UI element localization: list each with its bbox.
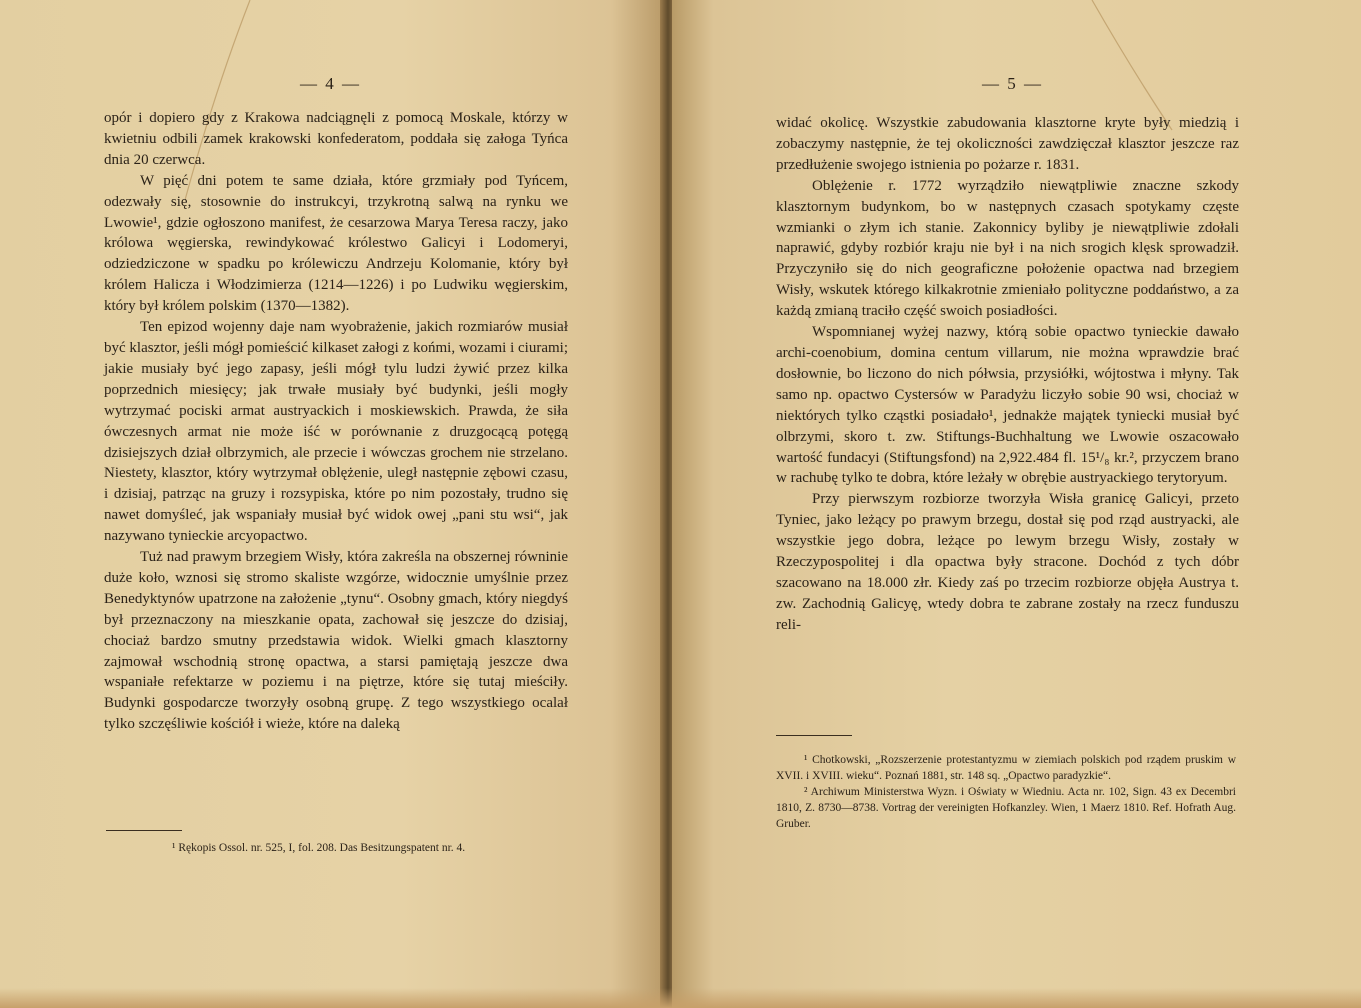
footnotes bbox=[776, 752, 1236, 832]
body-text bbox=[104, 108, 568, 735]
page-number: — 4 — bbox=[300, 74, 361, 93]
paragraph: Oblężenie r. 1772 wyrządziło niewątpliwie znaczne szkody klasztornym budynkom, bo w następnych czasach spotykamy częste wzmianki o złym ich stanie. Zakonnicy byliby je niewątpliwie zdołali naprawić, gdyby rozbiór kraju nie był i na nich srogich klęsk sprowadził. Przyczyniło się do nich geograficzne położenie opactwa nad brzegiem Wisły, wskutek którego kilkakrotnie zmieniało polityczne poddaństwo, a za każdą zmianą traciło część swoich posiadłości. bbox=[776, 177, 1239, 320]
body-text bbox=[776, 113, 1239, 636]
left-page bbox=[0, 0, 664, 1008]
paragraph: Ten epizod wojenny daje nam wyobrażenie, jakich rozmiarów musiał być klasztor, jeśli mógł pomieścić kilkaset załogi z końmi, wozami i ciurami; jakie musiały być jego zapasy, jeśli mógł tylu ludzi żywić przez kilka poprzednich miesięcy; jak trwałe musiały być budynki, jeśli mogły wytrzymać pociski armat austryackich i moskiewskich. Prawda, że siła ówczesnych armat nie może iść w porównanie z druzgocącą potęgą dzisiejszych dział olbrzymich, ale przecie i wówczas grochem nie strzelano. Niestety, klasztor, który wytrzymał oblężenie, uległ następnie zębowi czasu, i dzisiaj, patrząc na gruzy i rozsypiska, które po nim pozostały, trudno się nawet domyśleć, jak wspaniały musiał być widok owej „pani stu wsi“, jak nazywano tynieckie arcyopactwo. bbox=[104, 319, 568, 545]
paragraph: widać okolicę. Wszystkie zabudowania klasztorne kryte były miedzią i zobaczymy następnie, że tej okoliczności zawdzięczał klasztor jeszcze raz przedłużenie swojego istnienia po pożarze r. 1831. bbox=[776, 115, 1239, 173]
footnote: ¹ Rękopis Ossol. nr. 525, I, fol. 208. Das Besitzungspatent nr. 4. bbox=[172, 842, 466, 854]
page-number: — 5 — bbox=[982, 74, 1043, 93]
footnote-divider bbox=[776, 735, 852, 736]
paragraph: Przy pierwszym rozbiorze tworzyła Wisła granicę Galicyi, przeto Tyniec, jako leżący po prawym brzegu, dostał się pod rząd austryacki, ale wszystkie jego dobra, leżące po lewym brzegu Wisły, zostały w Rzeczypospolitej i dla opactwa były stracone. Dochód z tych dóbr szacowano na 18.000 złr. Kiedy zaś po trzecim rozbiorze objęła Austrya t. zw. Zachodnią Galicyę, wtedy dobra te zabrane zostały na rzecz funduszu reli- bbox=[776, 491, 1239, 633]
page-bottom-edge bbox=[0, 988, 1361, 1008]
paragraph: Tuż nad prawym brzegiem Wisły, która zakreśla na obszernej równinie duże koło, wznosi się stromo skaliste wzgórze, widocznie umyślnie przez Benedyktynów upatrzone na założenie „tynu“. Osobny gmach, który niegdyś był przeznaczony na mieszkanie opata, zachował się jeszcze do dzisiaj, chociaż bardzo smutny przedstawia widok. Wielki gmach klasztorny zajmował wschodnią stronę opactwa, a starsi pamiętają jeszcze dwa wspaniałe refektarze w poziemu i na piętrze, które się tutaj mieściły. Budynki gospodarcze tworzyły osobną grupę. Z tego wszystkiego ocalał tylko szczęśliwie kościół i wieże, które na daleką bbox=[104, 549, 568, 733]
footnote: ² Archiwum Ministerstwa Wyzn. i Oświaty w Wiedniu. Acta nr. 102, Sign. 43 ex Decembri 1810, Z. 8730—8738. Vortrag der vereinigten Hofkanzley. Wien, 1 Maerz 1810. Ref. Hofrath Aug. Gruber. bbox=[776, 786, 1236, 830]
paragraph: W pięć dni potem te same działa, które grzmiały pod Tyńcem, odezwały się, stosownie do instrukcyi, trzykrotną salwą na rynku we Lwowie¹, gdzie ogłoszono manifest, że cesarzowa Marya Teresa raczy, jako królowa węgierska, rewindykować królestwo Galicyi i Lodomeryi, odziedziczone w spadku po królewiczu Andrzeju Kolomanie, który był królem Halicza i Włodzimierza (1214—1226) i po Ludwiku węgierskim, który był królem polskim (1370—1382). bbox=[104, 172, 568, 315]
footnote: ¹ Chotkowski, „Rozszerzenie protestantyzmu w ziemiach polskich pod rządem pruskim w XVII. i XVIII. wieku“. Poznań 1881, str. 148 sq. „Opactwo paradyzkie“. bbox=[776, 754, 1236, 782]
paragraph: Wspomnianej wyżej nazwy, którą sobie opactwo tynieckie dawało archi-coenobium, domina centum villarum, nie można wprawdzie brać dosłownie, bo liczono do nich półwsia, przysiółki, wójtostwa i młyny. Tak samo np. opactwo Cystersów w Paradyżu liczyło sobie 90 wsi, chociaż w niektórych tylko cząstki posiadało¹, jednakże majątek tyniecki musiał być olbrzymi, skoro t. zw. Stiftungs-Buchhaltung we Lwowie oszacowało wartość fundacyi (Stiftungsfond) na 2,922.484 fl. 15¹/₈ kr.², przyczem brano w rachubę tylko te dobra, które leżały w obrębie austryackiego terytoryum. bbox=[776, 324, 1239, 487]
paragraph: opór i dopiero gdy z Krakowa nadciągnęli z pomocą Moskale, którzy w kwietniu odbili zamek krakowski konfederatom, poddała się załoga Tyńca dnia 20 czerwca. bbox=[104, 110, 568, 168]
right-page bbox=[672, 0, 1361, 1008]
footnotes bbox=[144, 840, 574, 856]
footnote-divider bbox=[106, 830, 182, 831]
